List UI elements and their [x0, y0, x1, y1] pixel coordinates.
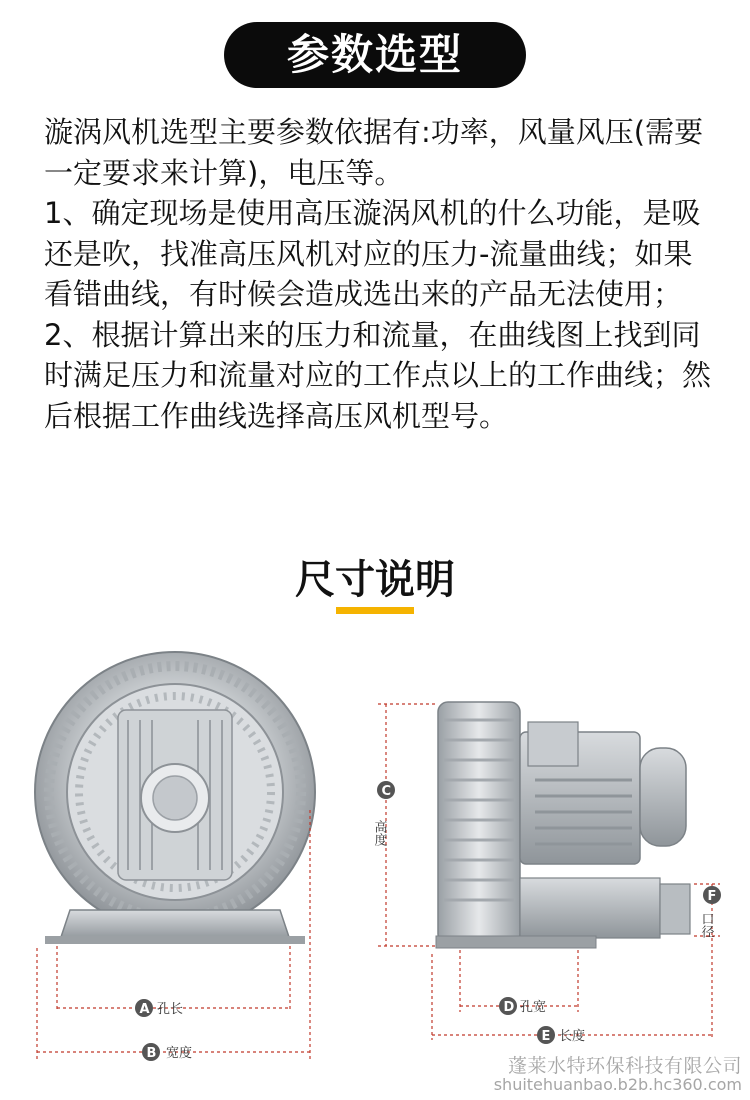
label-d-letter: D [503, 1000, 515, 1015]
label-b [142, 1043, 192, 1061]
intro-text [44, 112, 714, 436]
label-e-letter: E [541, 1029, 551, 1044]
intro-paragraph-3: 2、根据计算出来的压力和流量，在曲线图上找到同时满足压力和流量对应的工作点以上的工作曲线；然后根据工作曲线选择高压风机型号。 [44, 317, 712, 433]
intro-paragraph-1: 漩涡风机选型主要参数依据有:功率，风量风压(需要一定要求来计算)，电压等。 [44, 115, 704, 190]
label-f-text: 口径 [698, 912, 714, 938]
label-a [135, 999, 183, 1017]
label-a-text: 孔长 [157, 1002, 184, 1017]
label-c [372, 781, 396, 846]
label-e [537, 1026, 585, 1044]
title-underline [336, 607, 414, 614]
label-c-letter: C [381, 784, 392, 799]
label-f [699, 886, 722, 939]
label-c-text: 高度 [371, 820, 387, 846]
label-f-letter: F [707, 889, 717, 904]
watermark-url: shuitehuanbao.b2b.hc360.com [493, 1075, 742, 1094]
label-d-text: 孔宽 [520, 1000, 547, 1015]
label-b-letter: B [146, 1046, 157, 1061]
label-d [499, 997, 546, 1015]
section-title-dimensions: 尺寸说明 [295, 557, 455, 603]
dimension-diagram [0, 640, 750, 1061]
blower-front-view [35, 652, 315, 944]
watermark-company: 蓬莱水特环保科技有限公司 [507, 1055, 742, 1077]
label-b-text: 宽度 [166, 1046, 193, 1061]
blower-side-view [436, 702, 690, 948]
section-title-parameter-selection: 参数选型 [224, 22, 526, 88]
label-a-letter: A [139, 1002, 150, 1017]
intro-paragraph-2: 1、确定现场是使用高压漩涡风机的什么功能，是吸还是吹，找准高压风机对应的压力-流量曲线；如果看错曲线，有时候会造成选出来的产品无法使用； [44, 196, 701, 311]
label-e-text: 长度 [559, 1029, 586, 1044]
